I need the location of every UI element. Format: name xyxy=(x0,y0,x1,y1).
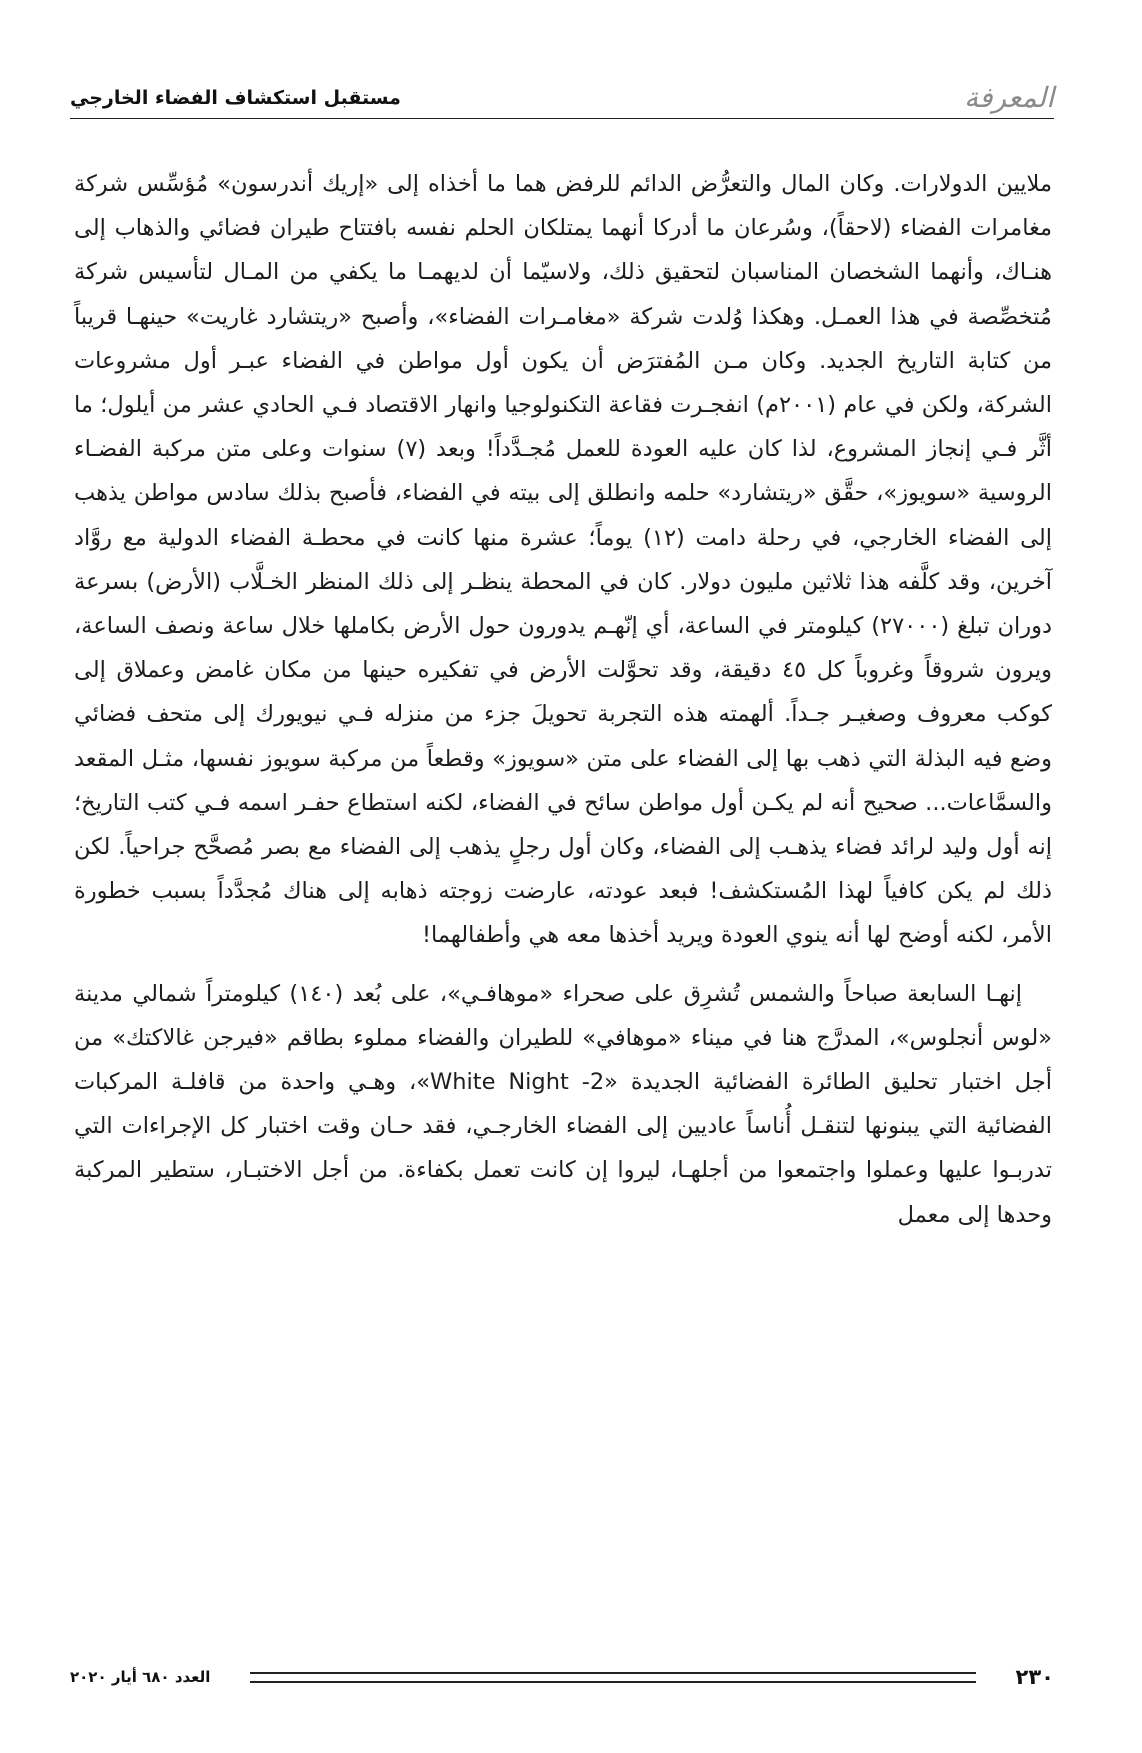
page-header xyxy=(70,62,1054,112)
article-body xyxy=(74,162,1052,1237)
running-title: مستقبل استكشاف الفضاء الخارجي xyxy=(70,87,401,109)
page-number: ٢٣٠ xyxy=(1015,1665,1054,1689)
page-footer xyxy=(70,1663,1054,1691)
issue-info: العدد ٦٨٠ أيار ٢٠٢٠ xyxy=(70,1668,211,1686)
paragraph: إنهـا السابعة صباحاً والشمس تُشرِق على صحراء «موهافـي»، على بُعد (١٤٠) كيلومتراً شمالي مدينة «لوس أنجلوس»، المدرَّج هنا في ميناء «موهافي» للطيران والفضاء مملوء بطاقم «فيرجن غالاكتك» من أجل اختبار تحليق الطائرة الفضائية الجديدة «White Night -2»، وهـي واحدة من قافلـة المركبات الفضائية التي يبنونها لتنقـل أُناساً عاديين إلى الفضاء الخارجـي، فقد حـان وقت اختبار كل الإجراءات التي تدربـوا عليها وعملوا واجتمعوا من أجلهـا، ليروا إن كانت تعمل بكفاءة. من أجل الاختبـار، ستطير المركبة وحدها إلى معمل xyxy=(74,980,1052,1228)
magazine-logo: المعرفة xyxy=(964,81,1054,114)
header-divider xyxy=(70,118,1054,119)
footer-divider xyxy=(250,1672,975,1683)
paragraph: ملايين الدولارات. وكان المال والتعرُّض الدائم للرفض هما ما أخذاه إلى «إريك أندرسون» مُؤسِّس شركة مغامرات الفضاء (لاحقاً)، وسُرعان ما أدركا أنهما يمتلكان الحلم نفسه بافتتاح طيران فضائي والذهاب إلى هنـاك، وأنهما الشخصان المناسبان لتحقيق ذلك، ولاسيّما أن لديهمـا ما يكفي من المـال لتأسيس شركة مُتخصِّصة في هذا العمـل. وهكذا وُلدت شركة «مغامـرات الفضاء»، وأصبح «ريتشارد غاريت» حينهـا قريباً من كتابة التاريخ الجديد. وكان مـن المُفترَض أن يكون أول مواطن في الفضاء عبـر أول مشروعات الشركة، ولكن في عام (٢٠٠١م) انفجـرت فقاعة التكنولوجيا وانهار الاقتصاد فـي الحادي عشر من أيلول؛ ما أثَّر فـي إنجاز المشروع، لذا كان عليه العودة للعمل مُجـدَّداً! وبعد (٧) سنوات وعلى متن مركبة الفضـاء الروسية «سويوز»، حقَّق «ريتشارد» حلمه وانطلق إلى بيته في الفضاء، فأصبح بذلك سادس مواطن يذهب إلى الفضاء الخارجي، في رحلة دامت (١٢) يوماً؛ عشرة منها كانت في محطـة الفضاء الدولية مع روَّاد آخرين، وقد كلَّفه هذا ثلاثين مليون دولار. كان في المحطة ينظـر إلى ذلك المنظر الخـلَّاب (الأرض) بسرعة دوران تبلغ (٢٧٠٠٠) كيلومتر في الساعة، أي إنّهـم يدورون حول الأرض بكاملها خلال ساعة ونصف الساعة، ويرون شروقاً وغروباً كل ٤٥ دقيقة، وقد تحوَّلت الأرض في تفكيره حينها من مكان غامض وعملاق إلى كوكب معروف وصغيـر جـداً. ألهمته هذه التجربة تحويلَ جزء من منزله فـي نيويورك إلى متحف فضائي وضع فيه البذلة التي ذهب بها إلى الفضاء على متن «سويوز» وقطعاً من مركبة سويوز نفسها، مثـل المقعد والسمَّاعات... صحيح أنه لم يكـن أول مواطن سائح في الفضاء، لكنه استطاع حفـر اسمه فـي كتب التاريخ؛ إنه أول وليد لرائد فضاء يذهـب إلى الفضاء، وكان أول رجلٍ يذهب إلى الفضاء مع بصر مُصحَّح جراحياً. لكن ذلك لم يكن كافياً لهذا المُستكشف! فبعد عودته، عارضت زوجته ذهابه إلى هناك مُجدَّداً بسبب خطورة الأمر، لكنه أوضح لها أنه ينوي العودة ويريد أخذها معه هي وأطفالهما! xyxy=(74,171,1053,949)
